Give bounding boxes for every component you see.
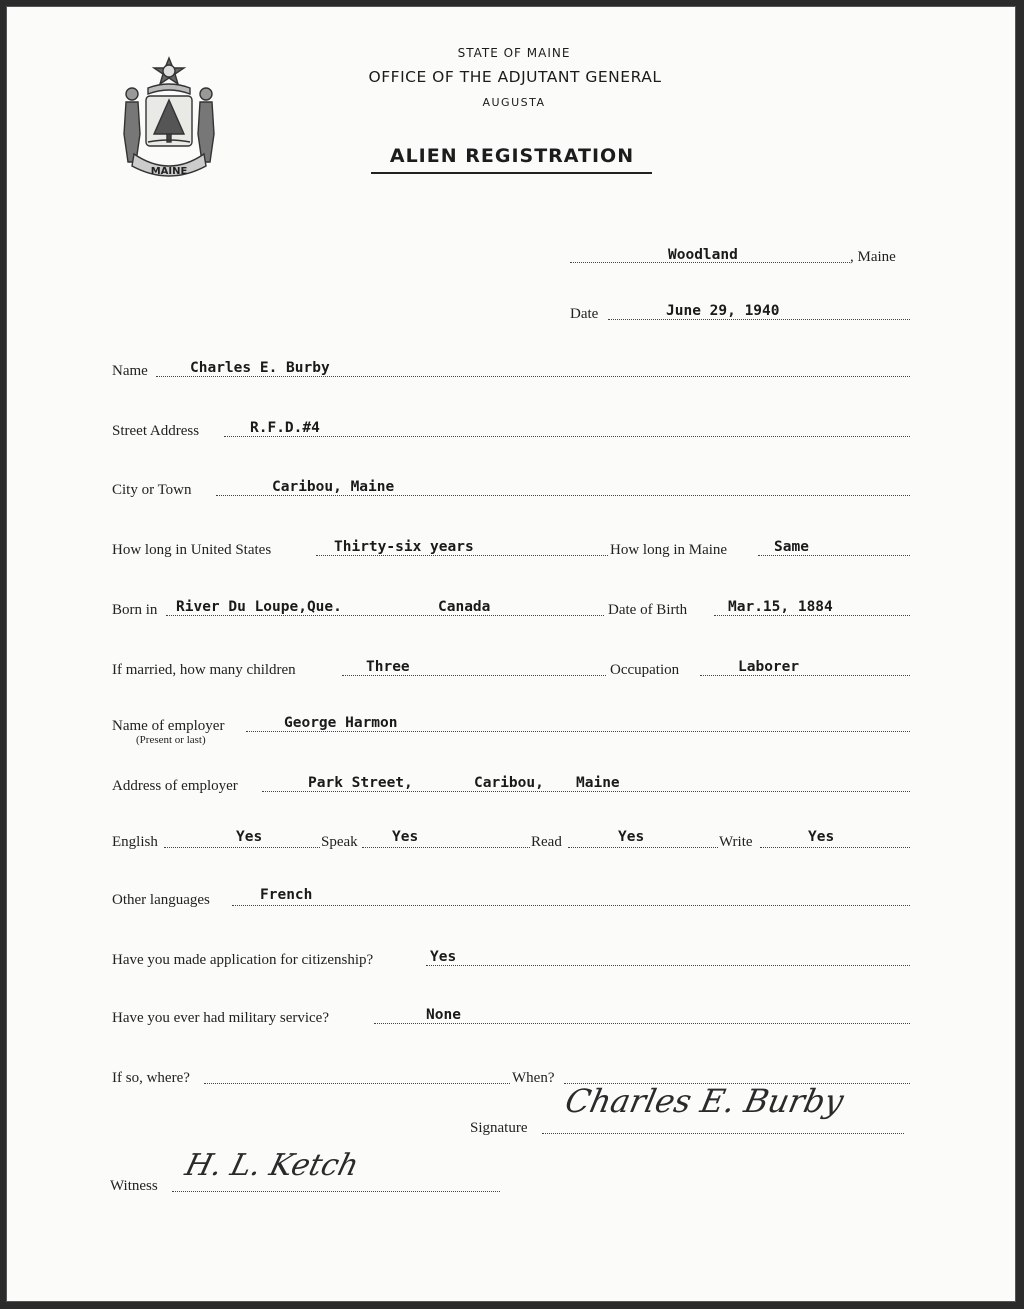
citizenship-value[interactable]: Yes [430,948,457,965]
city-value[interactable]: Caribou, Maine [272,478,395,495]
english-value[interactable]: Yes [236,828,263,845]
street-address-value[interactable]: R.F.D.#4 [250,419,320,436]
citizenship-row [110,938,910,968]
street-address-row [110,409,910,439]
witness-label: Witness [110,1178,158,1194]
place-suffix: , Maine [850,249,896,265]
employer-name-value[interactable]: George Harmon [284,714,398,731]
date-label: Date [570,306,599,322]
date-of-birth-value[interactable]: Mar.15, 1884 [728,598,833,615]
title-underline [371,172,652,174]
write-value[interactable]: Yes [808,828,835,845]
employer-address-state[interactable]: Maine [576,774,620,791]
other-languages-value[interactable]: French [260,886,313,903]
residence-row [110,528,910,558]
how-long-us-label: How long in United States [112,542,272,558]
form-title: ALIEN REGISTRATION [389,145,635,167]
seal-banner-text: MAINE [150,166,188,177]
street-address-label: Street Address [112,423,200,439]
children-label: If married, how many children [112,662,296,678]
family-row [110,648,910,678]
employer-name-row [110,704,910,734]
write-label: Write [719,834,753,850]
date-value[interactable]: June 29, 1940 [666,302,780,319]
when-label: When? [512,1070,555,1086]
witness-value[interactable]: H. L. Ketch [181,1148,363,1183]
employer-address-street[interactable]: Park Street, [308,774,413,791]
employer-address-row [110,764,910,794]
english-row [110,820,910,850]
other-languages-label: Other languages [112,892,210,908]
where-label: If so, where? [112,1070,190,1086]
born-in-value[interactable]: River Du Loupe,Que. [176,598,342,615]
english-label: English [112,834,158,850]
citizenship-label: Have you made application for citizenship? [112,952,374,968]
header-city: AUGUSTA [482,96,546,109]
how-long-maine-value[interactable]: Same [774,538,809,555]
read-label: Read [531,834,562,850]
military-value[interactable]: None [426,1006,461,1023]
signature-value[interactable]: Charles E. Burby [561,1082,847,1120]
city-row [110,468,910,498]
born-in-country-value[interactable]: Canada [438,598,491,615]
name-row [110,349,910,379]
signature-label: Signature [470,1120,528,1136]
occupation-label: Occupation [610,662,680,678]
occupation-value[interactable]: Laborer [738,658,800,675]
place-value[interactable]: Woodland [668,246,738,263]
other-languages-row [110,878,910,908]
date-row [110,292,910,322]
name-value[interactable]: Charles E. Burby [190,359,330,376]
employer-address-label: Address of employer [112,778,238,794]
header-state: STATE OF MAINE [457,46,571,60]
name-label: Name [112,363,148,379]
header-office: OFFICE OF THE ADJUTANT GENERAL [368,68,662,86]
born-in-label: Born in [112,602,158,618]
read-value[interactable]: Yes [618,828,645,845]
speak-value[interactable]: Yes [392,828,419,845]
children-value[interactable]: Three [366,658,410,675]
military-label: Have you ever had military service? [112,1010,329,1026]
how-long-maine-label: How long in Maine [610,542,728,558]
employer-name-label: Name of employer [112,718,225,734]
birth-row [110,588,910,618]
city-label: City or Town [112,482,192,498]
date-of-birth-label: Date of Birth [608,602,688,618]
military-row [110,996,910,1026]
how-long-us-value[interactable]: Thirty-six years [334,538,474,555]
employer-name-sublabel: (Present or last) [136,734,206,746]
speak-label: Speak [321,834,358,850]
place-row [110,235,910,265]
employer-address-city[interactable]: Caribou, [474,774,544,791]
